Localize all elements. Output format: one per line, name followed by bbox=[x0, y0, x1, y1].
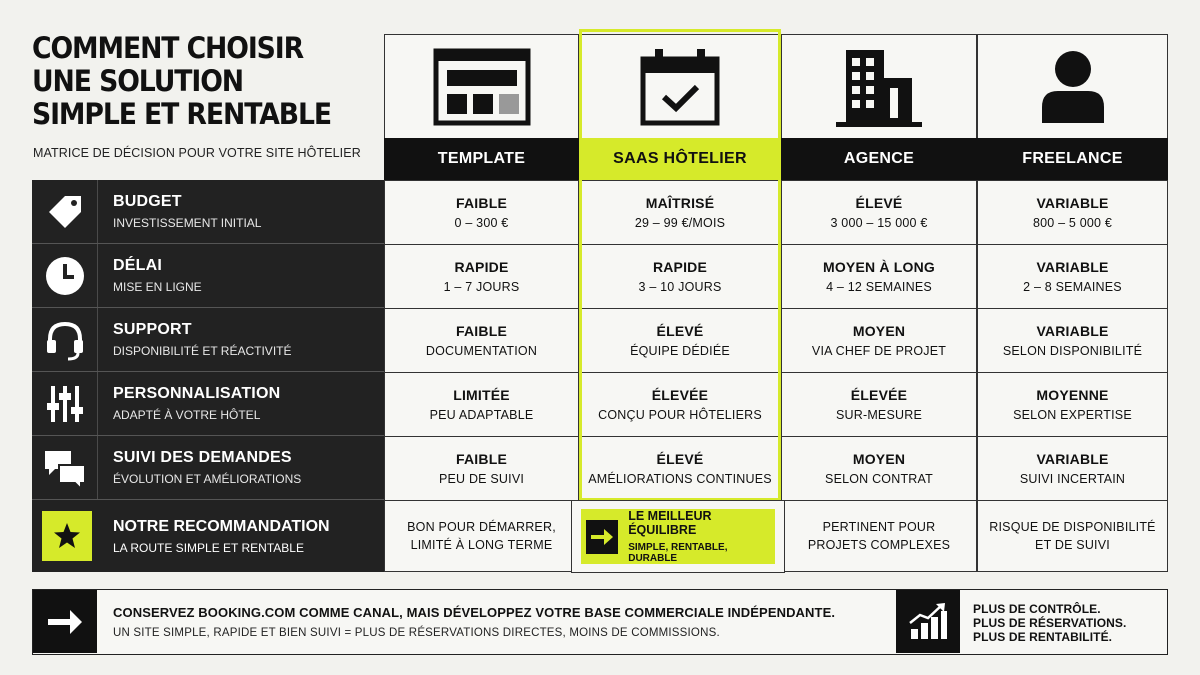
grid-cell bbox=[384, 308, 579, 373]
cell-rating: ÉLEVÉE bbox=[651, 387, 709, 403]
cell-detail: VIA CHEF DE PROJET bbox=[811, 344, 947, 358]
cell-rating: VARIABLE bbox=[1036, 195, 1109, 211]
row-subtitle: DISPONIBILITÉ ET RÉACTIVITÉ bbox=[113, 344, 292, 358]
row-label-budget bbox=[32, 180, 384, 244]
rec-saas-title: LE MEILLEUR ÉQUILIBRE bbox=[628, 509, 712, 537]
cell-detail: 4 – 12 SEMAINES bbox=[826, 280, 932, 294]
cell-detail: ÉQUIPE DÉDIÉE bbox=[630, 344, 730, 358]
cell-rating: MAÎTRISÉ bbox=[645, 195, 715, 211]
person-icon bbox=[1038, 49, 1108, 125]
grid-cell bbox=[781, 308, 977, 373]
star-icon bbox=[53, 522, 81, 550]
bottom-banner bbox=[32, 589, 1168, 655]
cell-detail: 1 – 7 JOURS bbox=[443, 280, 520, 294]
rec-saas-subtitle: SIMPLE, RENTABLE, DURABLE bbox=[628, 542, 728, 564]
cell-rating: ÉLEVÉ bbox=[855, 195, 903, 211]
cell-detail: CONÇU POUR HÔTELIERS bbox=[598, 408, 762, 422]
cell-rating: FAIBLE bbox=[456, 195, 507, 211]
cell-detail: 3 000 – 15 000 € bbox=[830, 216, 928, 230]
grid-cell bbox=[781, 436, 977, 501]
template-icon-cell bbox=[384, 34, 579, 140]
recommendation-subtitle: LA ROUTE SIMPLE ET RENTABLE bbox=[113, 540, 304, 555]
column-saas: SAAS HÔTELIER bbox=[579, 138, 781, 180]
grid-cell bbox=[977, 308, 1168, 373]
grid-cell bbox=[579, 436, 781, 501]
cell-detail: 3 – 10 JOURS bbox=[638, 280, 722, 294]
growth-chart-icon bbox=[908, 603, 948, 641]
clock-icon bbox=[44, 255, 86, 297]
cell-rating: RAPIDE bbox=[652, 259, 708, 275]
cell-detail: SELON DISPONIBILITÉ bbox=[1002, 344, 1143, 358]
headset-icon bbox=[44, 319, 86, 361]
row-title: SUIVI DES DEMANDES bbox=[113, 449, 292, 466]
price-tag-icon bbox=[45, 192, 85, 232]
rec-saas-cell bbox=[571, 500, 785, 573]
column-freelance: FREELANCE bbox=[977, 138, 1168, 180]
saas-icon-cell bbox=[579, 34, 781, 140]
cell-rating: FAIBLE bbox=[456, 323, 507, 339]
cell-rating: VARIABLE bbox=[1036, 451, 1109, 467]
recommendation-title: NOTRE RECOMMANDATION bbox=[113, 517, 330, 535]
column-agence: AGENCE bbox=[781, 138, 977, 180]
cell-detail: 0 – 300 € bbox=[454, 216, 509, 230]
cell-rating: ÉLEVÉ bbox=[656, 451, 704, 467]
freelance-icon-cell bbox=[977, 34, 1168, 140]
cell-detail: 2 – 8 SEMAINES bbox=[1023, 280, 1122, 294]
title-line-3: SIMPLE ET RENTABLE bbox=[32, 97, 332, 131]
grid-cell bbox=[977, 244, 1168, 309]
banner-subline: UN SITE SIMPLE, RAPIDE ET BIEN SUIVI = PLUS DE RÉSERVATIONS DIRECTES, MOINS DE COMMISSIONS. bbox=[113, 627, 720, 639]
calendar-check-icon bbox=[639, 47, 721, 127]
grid-cell bbox=[977, 436, 1168, 501]
cell-detail: 800 – 5 000 € bbox=[1032, 216, 1113, 230]
cell-rating: MOYEN bbox=[852, 451, 906, 467]
row-label-recommandation bbox=[32, 500, 384, 572]
row-subtitle: INVESTISSEMENT INITIAL bbox=[113, 216, 262, 230]
rec-agence-cell bbox=[781, 500, 977, 572]
cell-rating: MOYEN bbox=[852, 323, 906, 339]
rec-template: BON POUR DÉMARRER, LIMITÉ À LONG TERME bbox=[407, 520, 556, 552]
banner-benefits bbox=[973, 602, 1126, 644]
cell-rating: VARIABLE bbox=[1036, 323, 1109, 339]
rec-freelance-cell bbox=[977, 500, 1168, 572]
grid-cell bbox=[977, 180, 1168, 245]
title-line-2: UNE SOLUTION bbox=[32, 64, 244, 98]
arrow-right-icon bbox=[46, 607, 84, 637]
row-subtitle: ADAPTÉ À VOTRE HÔTEL bbox=[113, 408, 261, 422]
star-icon-box bbox=[42, 511, 92, 561]
row-label-suivi bbox=[32, 436, 384, 500]
grid-cell bbox=[579, 308, 781, 373]
row-title: BUDGET bbox=[113, 193, 182, 210]
grid-cell bbox=[384, 436, 579, 501]
page-subtitle: MATRICE DE DÉCISION POUR VOTRE SITE HÔTELIER bbox=[33, 146, 361, 160]
cell-detail: SUR-MESURE bbox=[835, 408, 923, 422]
cell-detail: SUIVI INCERTAIN bbox=[1019, 472, 1126, 486]
row-subtitle: ÉVOLUTION ET AMÉLIORATIONS bbox=[113, 472, 302, 486]
rec-agence: PERTINENT POUR PROJETS COMPLEXES bbox=[807, 520, 951, 552]
cell-rating: LIMITÉE bbox=[453, 387, 510, 403]
cell-rating: VARIABLE bbox=[1036, 259, 1109, 275]
cell-detail: PEU ADAPTABLE bbox=[429, 408, 534, 422]
agence-icon-cell bbox=[781, 34, 977, 140]
benefit-1: PLUS DE CONTRÔLE. bbox=[973, 602, 1101, 616]
cell-rating: MOYENNE bbox=[1036, 387, 1109, 403]
benefit-3: PLUS DE RENTABILITÉ. bbox=[973, 630, 1113, 644]
cell-detail: AMÉLIORATIONS CONTINUES bbox=[588, 472, 772, 486]
banner-headline: CONSERVEZ BOOKING.COM COMME CANAL, MAIS DÉVELOPPEZ VOTRE BASE COMMERCIALE INDÉPENDANTE. bbox=[113, 605, 836, 620]
grid-cell bbox=[579, 180, 781, 245]
row-title: PERSONNALISATION bbox=[113, 385, 281, 402]
cell-detail: PEU DE SUIVI bbox=[438, 472, 525, 486]
grid-cell bbox=[384, 244, 579, 309]
grid-cell bbox=[977, 372, 1168, 437]
cell-rating: ÉLEVÉE bbox=[850, 387, 908, 403]
row-title: DÉLAI bbox=[113, 257, 162, 274]
grid-cell bbox=[781, 180, 977, 245]
cell-rating: ÉLEVÉ bbox=[656, 323, 704, 339]
benefit-2: PLUS DE RÉSERVATIONS. bbox=[973, 616, 1127, 630]
row-label-personnalisation bbox=[32, 372, 384, 436]
rec-template-cell bbox=[384, 500, 579, 572]
cell-detail: SELON CONTRAT bbox=[825, 472, 933, 486]
row-label-delai bbox=[32, 244, 384, 308]
cell-rating: FAIBLE bbox=[456, 451, 507, 467]
arrow-right-icon bbox=[591, 528, 613, 546]
grid-cell bbox=[384, 180, 579, 245]
template-icon bbox=[433, 48, 531, 126]
cell-detail: 29 – 99 €/MOIS bbox=[634, 216, 726, 230]
cell-rating: RAPIDE bbox=[454, 259, 509, 275]
grid-cell bbox=[384, 372, 579, 437]
rec-freelance: RISQUE DE DISPONIBILITÉ ET DE SUIVI bbox=[989, 520, 1156, 552]
grid-cell bbox=[781, 244, 977, 309]
building-icon bbox=[834, 46, 924, 128]
chat-bubbles-icon bbox=[43, 447, 87, 489]
grid-cell bbox=[579, 244, 781, 309]
row-label-support bbox=[32, 308, 384, 372]
grid-cell bbox=[579, 372, 781, 437]
cell-detail: DOCUMENTATION bbox=[425, 344, 538, 358]
title-line-1: COMMENT CHOISIR bbox=[32, 31, 304, 65]
grid-cell bbox=[781, 372, 977, 437]
cell-detail: SELON EXPERTISE bbox=[1013, 408, 1132, 422]
column-template: TEMPLATE bbox=[384, 138, 579, 180]
row-title: SUPPORT bbox=[113, 321, 192, 338]
row-subtitle: MISE EN LIGNE bbox=[113, 280, 202, 294]
page-title bbox=[32, 32, 372, 131]
cell-rating: MOYEN À LONG bbox=[822, 259, 936, 275]
sliders-icon bbox=[44, 383, 86, 425]
